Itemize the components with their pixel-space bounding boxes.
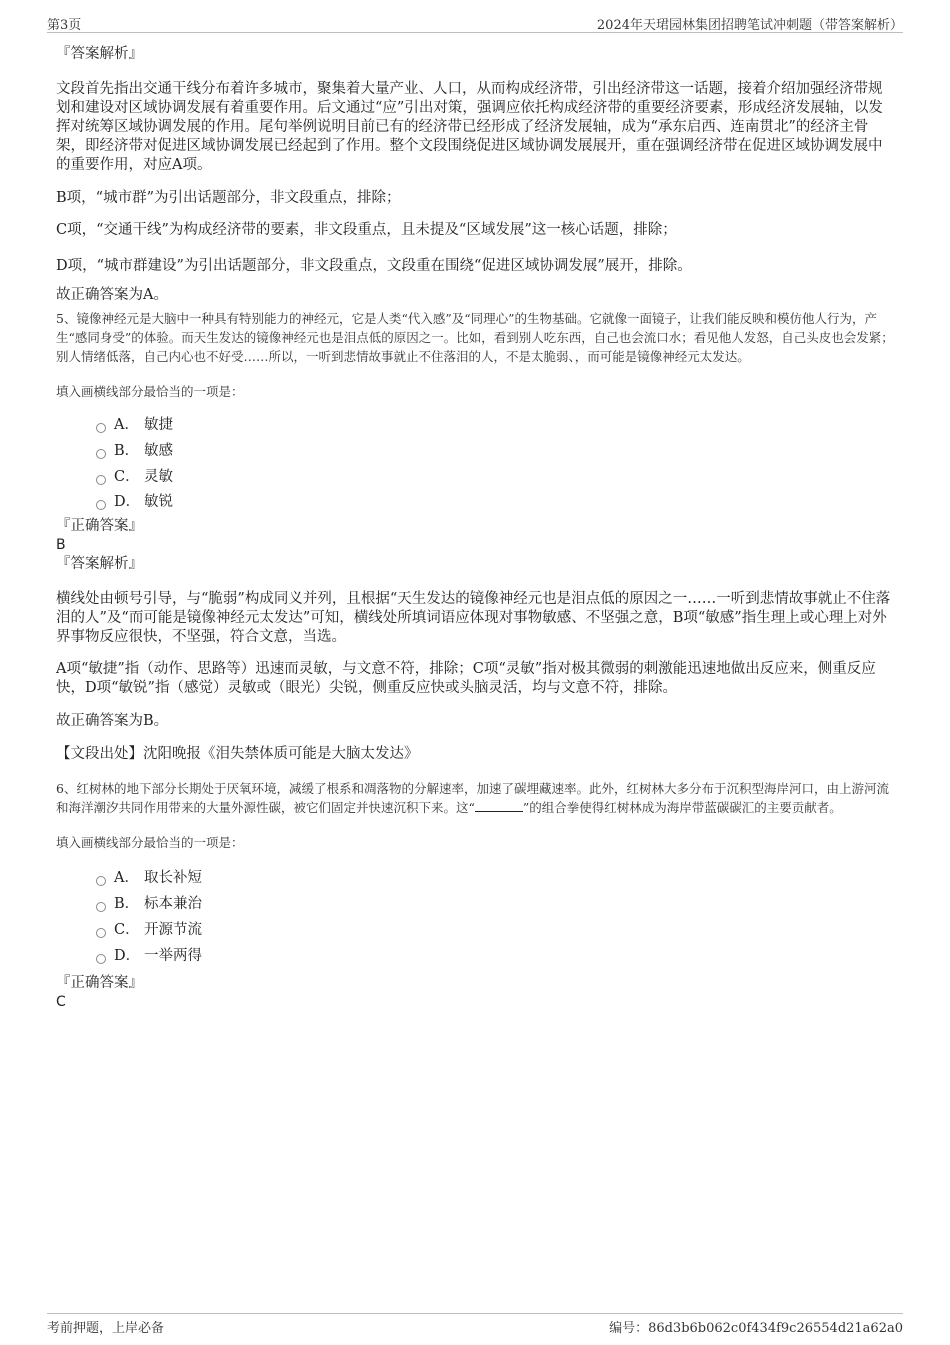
analysis-paragraph: B项，“城市群”为引出话题部分，非文段重点，排除； (56, 190, 401, 206)
option-letter: D． (114, 494, 141, 511)
option-text: 灵敏 (144, 468, 173, 485)
option-c[interactable] (56, 918, 894, 944)
option-letter: B． (114, 442, 140, 459)
main-content (56, 44, 894, 1011)
fill-blank (475, 799, 523, 812)
analysis-paragraph: A项“敏捷”指（动作、思路等）迅速而灵敏，与文意不符，排除；C项“灵敏”指对极其微弱的刺激能迅速地做出反应来，侧重反应快，D项“敏锐”指（感觉）灵敏或（眼光）尖锐，侧重反应快或头脑灵活，均与文意不符，排除。 (56, 661, 876, 697)
answer-label: 『正确答案』 (56, 518, 143, 535)
option-text: 标本兼治 (144, 895, 202, 912)
radio-button[interactable] (96, 475, 106, 485)
page-number: 第3页 (47, 18, 82, 33)
option-list (56, 866, 894, 969)
correct-answer: B (56, 537, 66, 554)
analysis-paragraph: 文段首先指出交通干线分布着许多城市，聚集着大量产业、人口，从而构成经济带，引出经济带这一话题，接着介绍加强经济带规划和建设对区域协调发展有着重要作用。后文通过“应”引出对策，强调应依托构成经济带的重要经济要素，形成经济发展轴，以发挥对统筹区域协调发展的作用。尾句举例说明目前已有的经济带已经形成了经济发展轴，成为“承东启西、连南贯北”的经济主骨架，即经济带对促进区域协调发展已经起到了作用。整个文段围绕促进区域协调发展展开，重在强调经济带在促进区域协调发展中的重要作用，对应A项。 (56, 81, 883, 173)
analysis-conclusion: 故正确答案为B。 (56, 713, 169, 730)
option-b[interactable] (56, 439, 894, 465)
option-list (56, 413, 894, 516)
option-letter: A． (114, 417, 139, 433)
stem-text: 6、红树林的地下部分长期处于厌氧环境，减缓了根系和凋落物的分解速率，加速了碳埋藏速率。此外，红树林大多分布于沉积型海岸河口，由上游河流和海洋潮汐共同作用带来的大量外源性碳，被它们固定并快速沉积下来。这“ (56, 781, 889, 816)
analysis-label: 『答案解析』 (56, 46, 143, 62)
option-a[interactable] (56, 866, 894, 892)
radio-button[interactable] (96, 902, 106, 912)
radio-button[interactable] (96, 954, 106, 964)
option-text: 敏捷 (144, 417, 173, 433)
question-prompt: 填入画横线部分最恰当的一项是： (56, 835, 244, 851)
footer-slogan: 考前押题，上岸必备 (47, 1321, 165, 1336)
question-prompt: 填入画横线部分最恰当的一项是： (56, 384, 244, 399)
radio-button[interactable] (96, 928, 106, 938)
option-d[interactable] (56, 944, 894, 970)
option-d[interactable] (56, 490, 894, 516)
source-citation: 【文段出处】沈阳晚报《泪失禁体质可能是大脑太发达》 (56, 746, 419, 763)
answer-label: 『正确答案』 (56, 975, 143, 992)
option-text: 敏锐 (144, 494, 173, 511)
correct-answer: C (56, 994, 66, 1011)
option-c[interactable] (56, 465, 894, 491)
page-header (47, 12, 903, 33)
analysis-paragraph: 横线处由顿号引导，与“脆弱”构成同义并列，且根据“天生发达的镜像神经元也是泪点低的原因之一……一听到悲情故事就止不住落泪的人”及“而可能是镜像神经元太发达”可知，横线处所填词语应体现对事物敏感、不坚强之意，B项“敏感”指生理上或心理上对外界事物反应很快，不坚强，符合文意，当选。 (56, 591, 891, 646)
option-text: 开源节流 (144, 921, 202, 938)
radio-button[interactable] (96, 423, 106, 433)
page-footer (47, 1313, 903, 1336)
document-title: 2024年天珺园林集团招聘笔试冲刺题（带答案解析） (596, 18, 903, 33)
analysis-label: 『答案解析』 (56, 556, 143, 573)
option-letter: C． (114, 468, 140, 485)
analysis-paragraph: C项，“交通干线”为构成经济带的要素，非文段重点，且未提及“区域发展”这一核心话题，排除； (56, 222, 677, 238)
analysis-paragraph: D项，“城市群建设”为引出话题部分，非文段重点，文段重在围绕“促进区域协调发展”展开，排除。 (56, 258, 692, 274)
option-letter: A． (114, 870, 139, 887)
option-letter: B． (114, 895, 140, 912)
option-text: 敏感 (144, 442, 173, 459)
radio-button[interactable] (96, 500, 106, 510)
option-letter: D． (114, 947, 141, 964)
option-text: 一举两得 (144, 947, 202, 964)
stem-text: ”的组合拳使得红树林成为海岸带蓝碳碳汇的主要贡献者。 (522, 800, 842, 816)
radio-button[interactable] (96, 449, 106, 459)
document-id: 编号：86d3b6b062c0f434f9c26554d21a62a0 (609, 1321, 903, 1336)
option-a[interactable] (56, 413, 894, 439)
option-letter: C． (114, 921, 140, 938)
option-b[interactable] (56, 892, 894, 918)
option-text: 取长补短 (144, 870, 202, 887)
analysis-conclusion: 故正确答案为A。 (56, 287, 168, 303)
question-stem (56, 779, 894, 817)
question-stem: 5、镜像神经元是大脑中一种具有特别能力的神经元，它是人类“代入感”及“同理心”的生物基础。它就像一面镜子，让我们能反映和模仿他人行为，产生“感同身受”的体验。而天生发达的镜像神经元也是泪点低的原因之一。比如，看到别人吃东西，自己也会流口水；看见他人发怒，自己头皮也会发紧；别人情绪低落，自己内心也不好受……所以，一听到悲情故事就止不住落泪的人，不是太脆弱、，而可能是镜像神经元太发达。 (56, 311, 894, 364)
radio-button[interactable] (96, 876, 106, 886)
